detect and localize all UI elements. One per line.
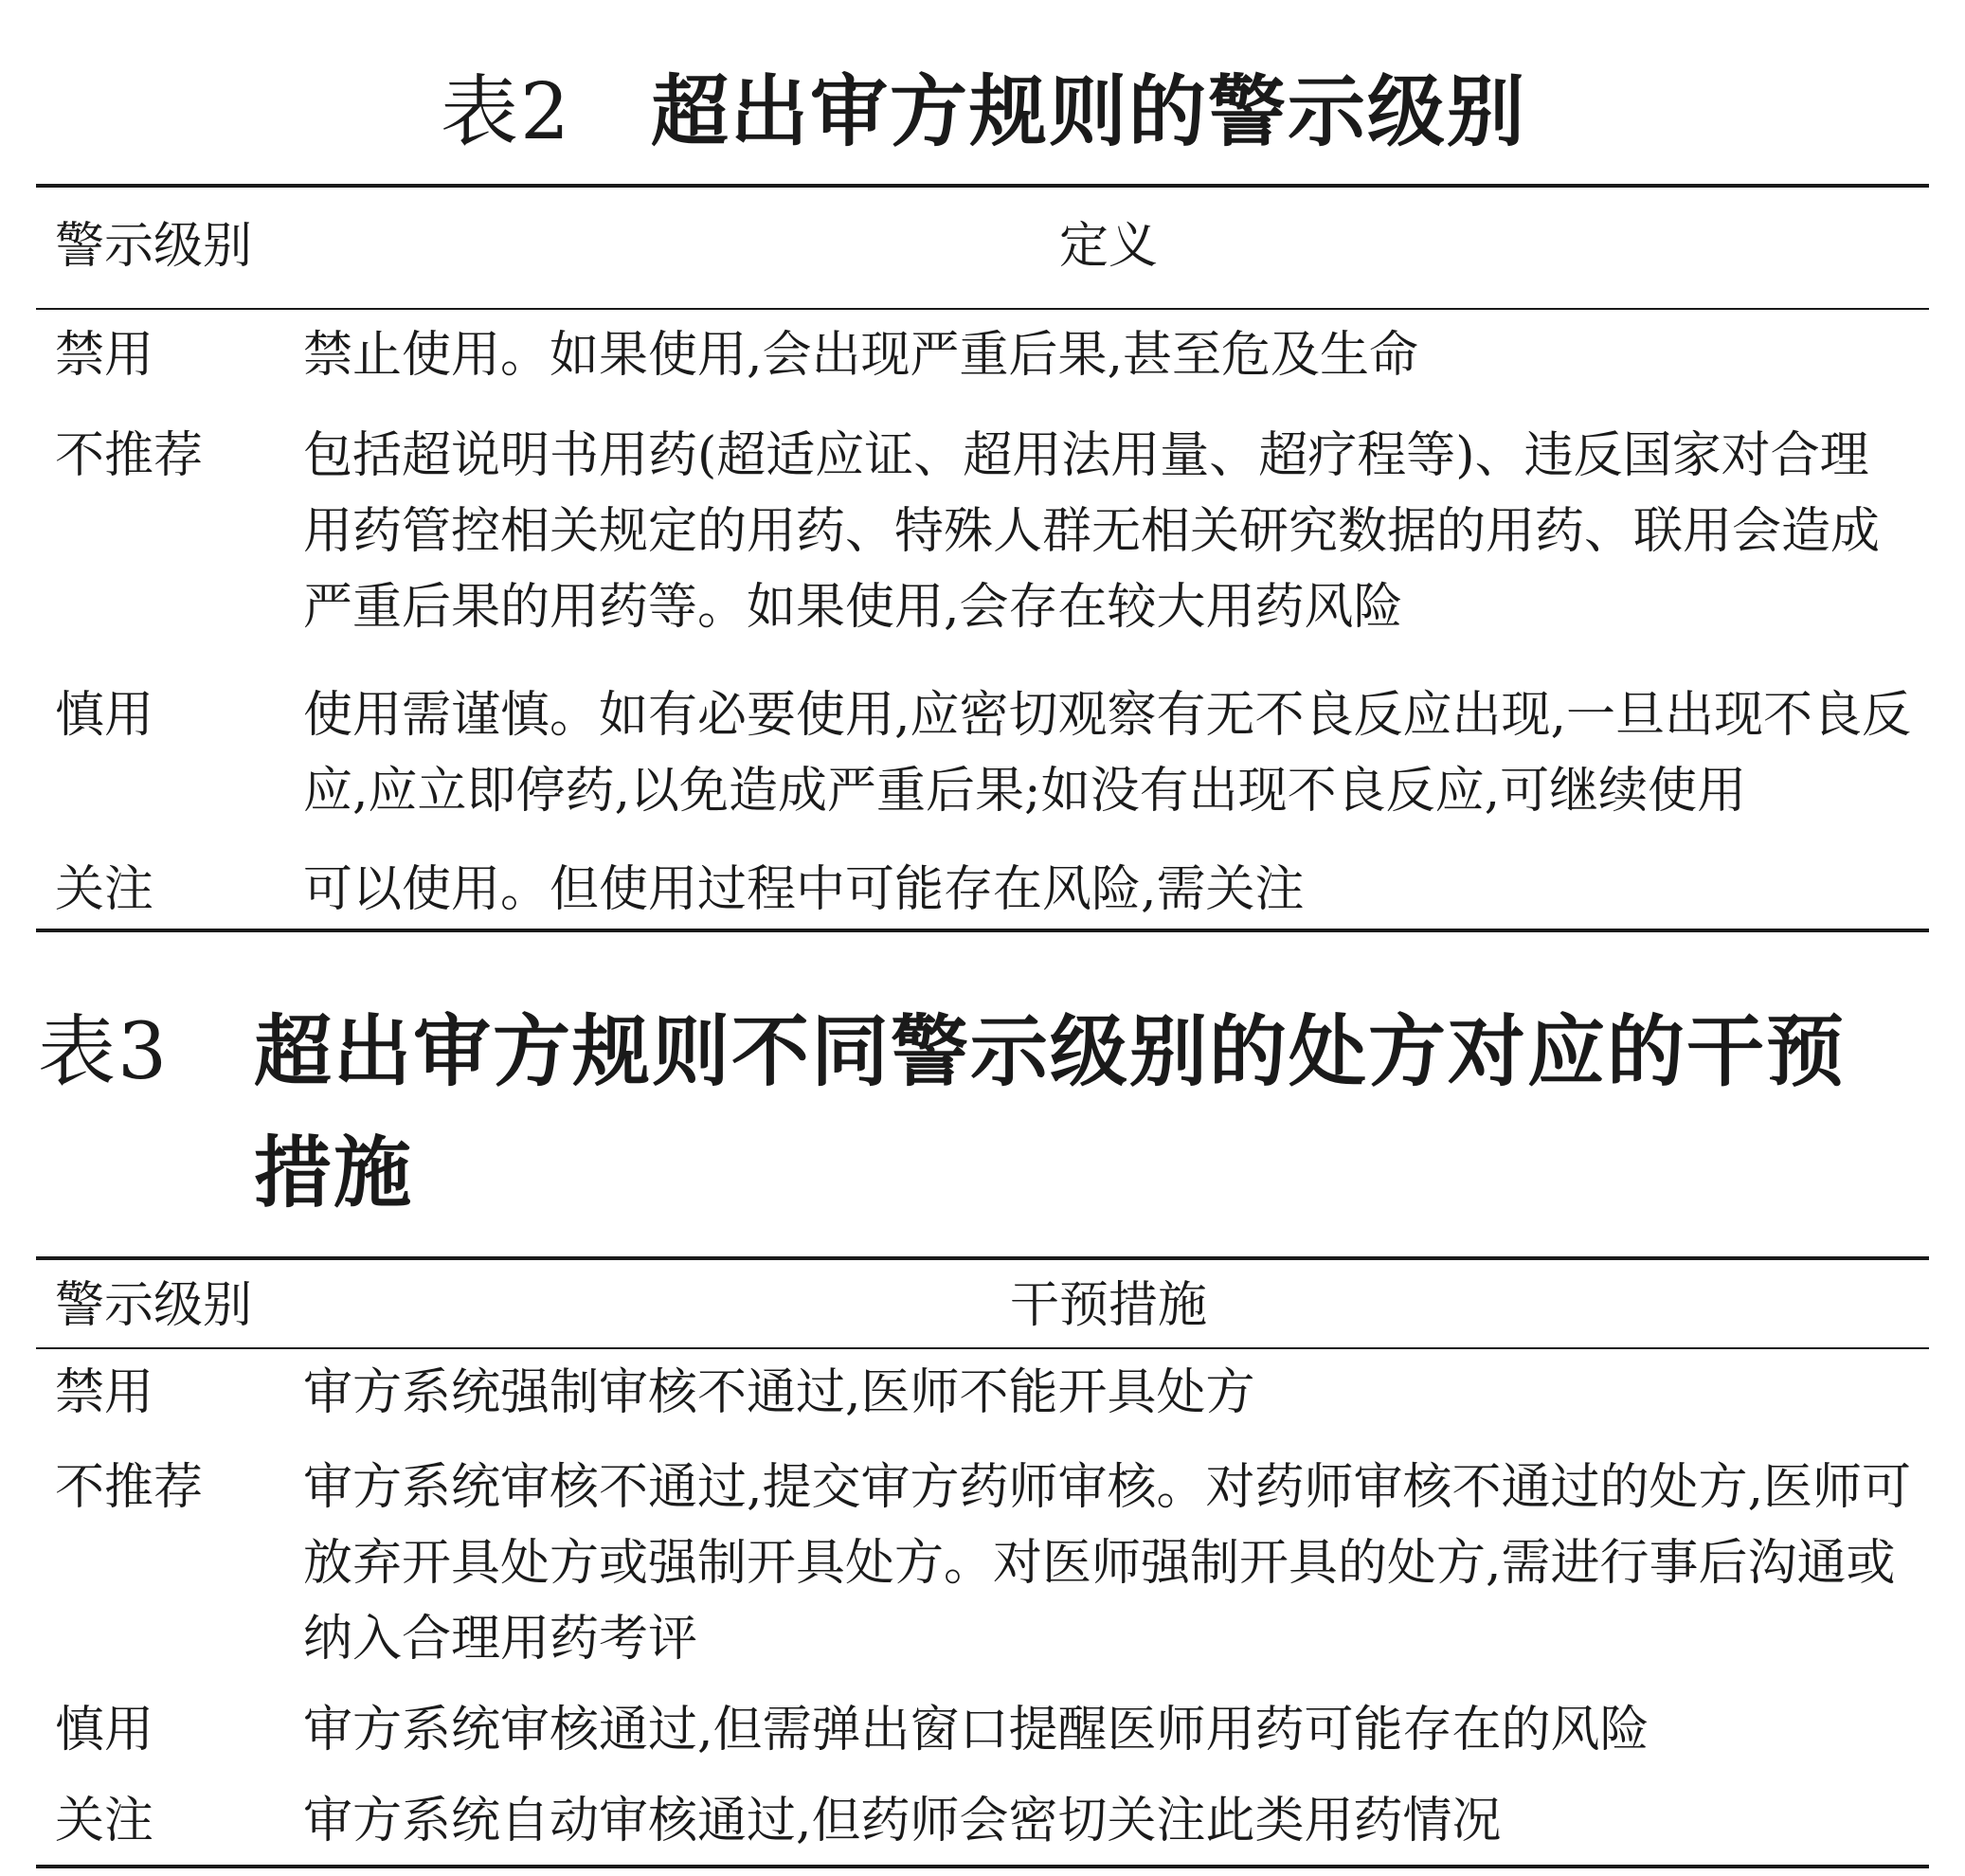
table2-row-def: 包括超说明书用药(超适应证、超用法用量、超疗程等)、违反国家对合理用药管控相关规定的用药、特殊人群无相关研究数据的用药、联用会造成严重后果的用药等。如果使用,会存在较大用药风险 <box>303 427 1881 636</box>
table2-row-level: 关注 <box>55 861 154 918</box>
table3-row-def: 审方系统审核通过,但需弹出窗口提醒医师用药可能存在的风险 <box>303 1702 1650 1759</box>
table2-header-rule <box>36 308 1929 310</box>
table3-header-level: 警示级别 <box>55 1277 253 1334</box>
table3-row-def: 审方系统强制审核不通过,医师不能开具处方 <box>303 1364 1255 1421</box>
table2-row-def: 禁止使用。如果使用,会出现严重后果,甚至危及生命 <box>303 327 1419 384</box>
table2-bottom-rule <box>36 929 1929 932</box>
table3-row-level: 关注 <box>55 1793 154 1849</box>
table2-label: 表2 <box>441 67 572 157</box>
table2-header-level: 警示级别 <box>55 218 253 275</box>
table2-caption <box>441 67 1530 159</box>
table2-row-def: 可以使用。但使用过程中可能存在风险,需关注 <box>303 861 1305 918</box>
table2-top-rule <box>36 184 1929 188</box>
table2-row-level: 不推荐 <box>55 427 204 484</box>
table3-row-def: 审方系统自动审核通过,但药师会密切关注此类用药情况 <box>303 1793 1502 1849</box>
table3-header-rule <box>36 1347 1929 1349</box>
table3-row-level: 禁用 <box>55 1364 154 1421</box>
table3-title-line2: 措施 <box>254 1128 414 1218</box>
table2-row-level: 慎用 <box>55 687 154 744</box>
table2-header-def: 定义 <box>1059 218 1159 275</box>
table3-row-level: 不推荐 <box>55 1459 204 1516</box>
table2-title: 超出审方规则的警示级别 <box>651 67 1527 157</box>
table3-bottom-rule <box>36 1865 1929 1868</box>
table3-header-def: 干预措施 <box>1010 1277 1208 1334</box>
table3-top-rule <box>36 1256 1929 1260</box>
table3-row-level: 慎用 <box>55 1702 154 1759</box>
table3-label: 表3 <box>38 1007 170 1097</box>
table3-title-line1: 超出审方规则不同警示级别的处方对应的干预 <box>254 1007 1847 1097</box>
table2-row-level: 禁用 <box>55 327 154 384</box>
table2-row-def: 使用需谨慎。如有必要使用,应密切观察有无不良反应出现,一旦出现不良反应,应立即停药,以免造成严重后果;如没有出现不良反应,可继续使用 <box>303 687 1912 820</box>
table3-row-def: 审方系统审核不通过,提交审方药师审核。对药师审核不通过的处方,医师可放弃开具处方或强制开具处方。对医师强制开具的处方,需进行事后沟通或纳入合理用药考评 <box>303 1459 1912 1668</box>
table3-caption <box>38 1007 1923 1222</box>
